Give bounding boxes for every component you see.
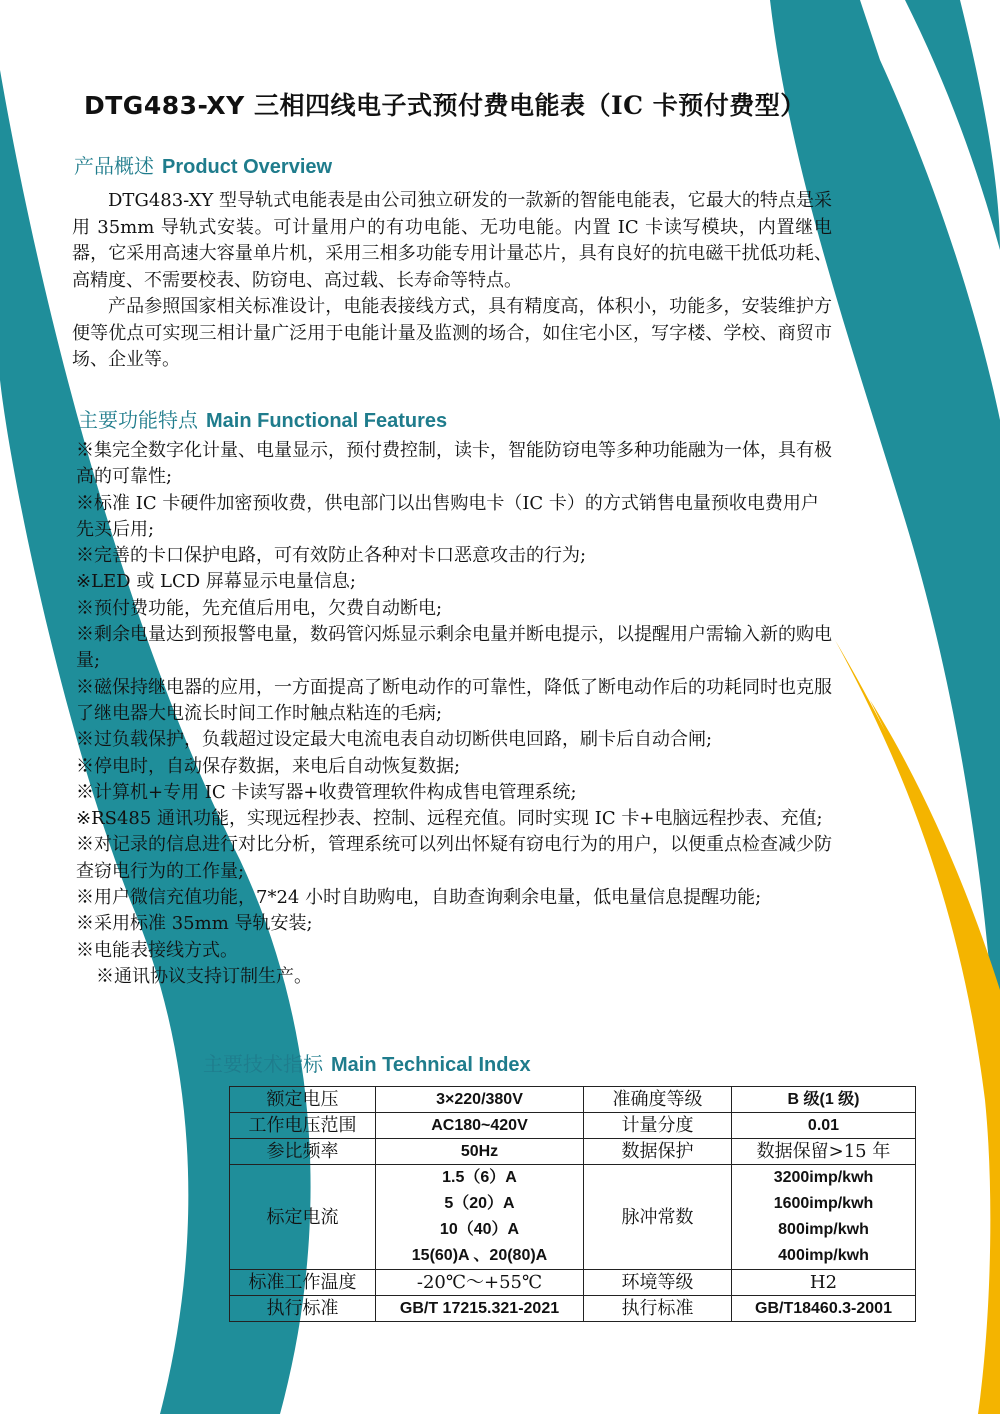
spec-value-line: 10（40）A	[439, 1221, 520, 1238]
overview-heading	[74, 150, 332, 179]
spec-label: 执行标准	[584, 1296, 732, 1322]
spec-value: 3×220/380V	[376, 1087, 584, 1113]
title-text: 三相四线电子式预付费电能表（IC 卡预付费型）	[244, 91, 806, 120]
spec-label: 数据保护	[584, 1139, 732, 1165]
feature-item: ※对记录的信息进行对比分析，管理系统可以列出怀疑有窃电行为的用户，以便重点检查减少防查窃电行为的工作量;	[76, 834, 832, 882]
page-title	[84, 86, 844, 122]
technical-heading-en: Main Technical Index	[331, 1054, 531, 1076]
technical-heading-cn: 主要技术指标	[203, 1052, 323, 1076]
spec-value-multi	[732, 1165, 916, 1270]
feature-item: ※通讯协议支持订制生产。	[96, 965, 312, 987]
spec-label: 参比频率	[230, 1139, 376, 1165]
spec-label: 工作电压范围	[230, 1113, 376, 1139]
feature-item: ※剩余电量达到预报警电量，数码管闪烁显示剩余电量并断电提示，以提醒用户需输入新的购电量;	[76, 624, 832, 672]
spec-value-line: 1.5（6）A	[442, 1169, 517, 1186]
feature-item: ※标准 IC 卡硬件加密预收费，供电部门以出售购电卡（IC 卡）的方式销售电量预收电费用户先买后用;	[76, 492, 819, 540]
spec-value-line: 1600imp/kwh	[773, 1195, 874, 1212]
spec-value-line: 3200imp/kwh	[773, 1169, 874, 1186]
table-row	[230, 1270, 916, 1296]
overview-paragraph: DTG483-XY 型导轨式电能表是由公司独立研发的一款新的智能电能表，它最大的特点是采用 35mm 导轨式安装。可计量用户的有功电能、无功电能。内置 IC 卡读写模块，内置继电器，它采用高速大容量单片机，采用三相多功能专用计量芯片，具有良好的抗电磁干扰低功耗、高精度、不需要校表、防窃电、高过载、长寿命等特点。	[72, 190, 832, 291]
spec-label: 环境等级	[584, 1270, 732, 1296]
table-row	[230, 1087, 916, 1113]
spec-value-line: 15(60)A 、20(80)A	[411, 1247, 548, 1264]
features-list	[76, 438, 836, 990]
spec-value-multi	[376, 1165, 584, 1270]
overview-paragraph: 产品参照国家相关标准设计，电能表接线方式，具有精度高，体积小，功能多，安装维护方便等优点可实现三相计量广泛用于电能计量及监测的场合，如住宅小区，写字楼、学校、商贸市场、企业等。	[72, 296, 832, 370]
overview-text	[72, 188, 832, 374]
features-heading	[78, 404, 447, 433]
spec-value: 数据保留>15 年	[732, 1139, 916, 1165]
feature-item: ※电能表接线方式。	[76, 939, 238, 961]
table-row	[230, 1165, 916, 1270]
features-heading-en: Main Functional Features	[206, 410, 448, 432]
spec-value: H2	[732, 1270, 916, 1296]
spec-label: 计量分度	[584, 1113, 732, 1139]
technical-spec-table	[229, 1086, 916, 1322]
spec-label: 准确度等级	[584, 1087, 732, 1113]
feature-item: ※计算机+专用 IC 卡读写器+收费管理软件构成售电管理系统;	[76, 781, 577, 803]
features-heading-cn: 主要功能特点	[78, 408, 198, 432]
feature-item: ※用户微信充值功能，7*24 小时自助购电，自助查询剩余电量，低电量信息提醒功能;	[76, 887, 762, 909]
feature-item: ※磁保持继电器的应用，一方面提高了断电动作的可靠性，降低了断电动作后的功耗同时也克服了继电器大电流长时间工作时触点粘连的毛病;	[76, 676, 832, 724]
spec-value: 0.01	[732, 1113, 916, 1139]
feature-item: ※采用标准 35mm 导轨安装;	[76, 913, 313, 935]
spec-label: 标定电流	[230, 1165, 376, 1270]
spec-value: -20℃～+55℃	[376, 1270, 584, 1296]
technical-heading	[203, 1048, 531, 1077]
table-row	[230, 1139, 916, 1165]
spec-value-line: 5（20）A	[444, 1195, 515, 1212]
spec-label: 额定电压	[230, 1087, 376, 1113]
overview-heading-en: Product Overview	[162, 156, 333, 178]
spec-value: GB/T 17215.321-2021	[376, 1296, 584, 1322]
table-row	[230, 1296, 916, 1322]
spec-value: B 级(1 级)	[732, 1087, 916, 1113]
feature-item: ※RS485 通讯功能，实现远程抄表、控制、远程充值。同时实现 IC 卡+电脑远程抄表、充值;	[76, 808, 823, 830]
overview-heading-cn: 产品概述	[74, 154, 154, 178]
feature-item: ※预付费功能，先充值后用电，欠费自动断电;	[76, 597, 443, 619]
table-row	[230, 1113, 916, 1139]
spec-label: 脉冲常数	[584, 1165, 732, 1270]
spec-value-line: 800imp/kwh	[778, 1221, 869, 1238]
feature-item: ※完善的卡口保护电路，可有效防止各种对卡口恶意攻击的行为;	[76, 545, 587, 567]
spec-label: 执行标准	[230, 1296, 376, 1322]
spec-value: GB/T18460.3-2001	[732, 1296, 916, 1322]
spec-value-line: 400imp/kwh	[778, 1247, 869, 1264]
spec-value: 50Hz	[376, 1139, 584, 1165]
feature-item: ※集完全数字化计量、电量显示，预付费控制，读卡，智能防窃电等多种功能融为一体，具有极高的可靠性;	[76, 440, 832, 488]
spec-label: 标准工作温度	[230, 1270, 376, 1296]
title-model: DTG483-XY	[84, 91, 245, 120]
feature-item: ※LED 或 LCD 屏幕显示电量信息;	[76, 571, 356, 593]
spec-value: AC180~420V	[376, 1113, 584, 1139]
feature-item: ※过负载保护，负载超过设定最大电流电表自动切断供电回路，刷卡后自动合闸;	[76, 729, 713, 751]
feature-item: ※停电时，自动保存数据，来电后自动恢复数据;	[76, 755, 461, 777]
